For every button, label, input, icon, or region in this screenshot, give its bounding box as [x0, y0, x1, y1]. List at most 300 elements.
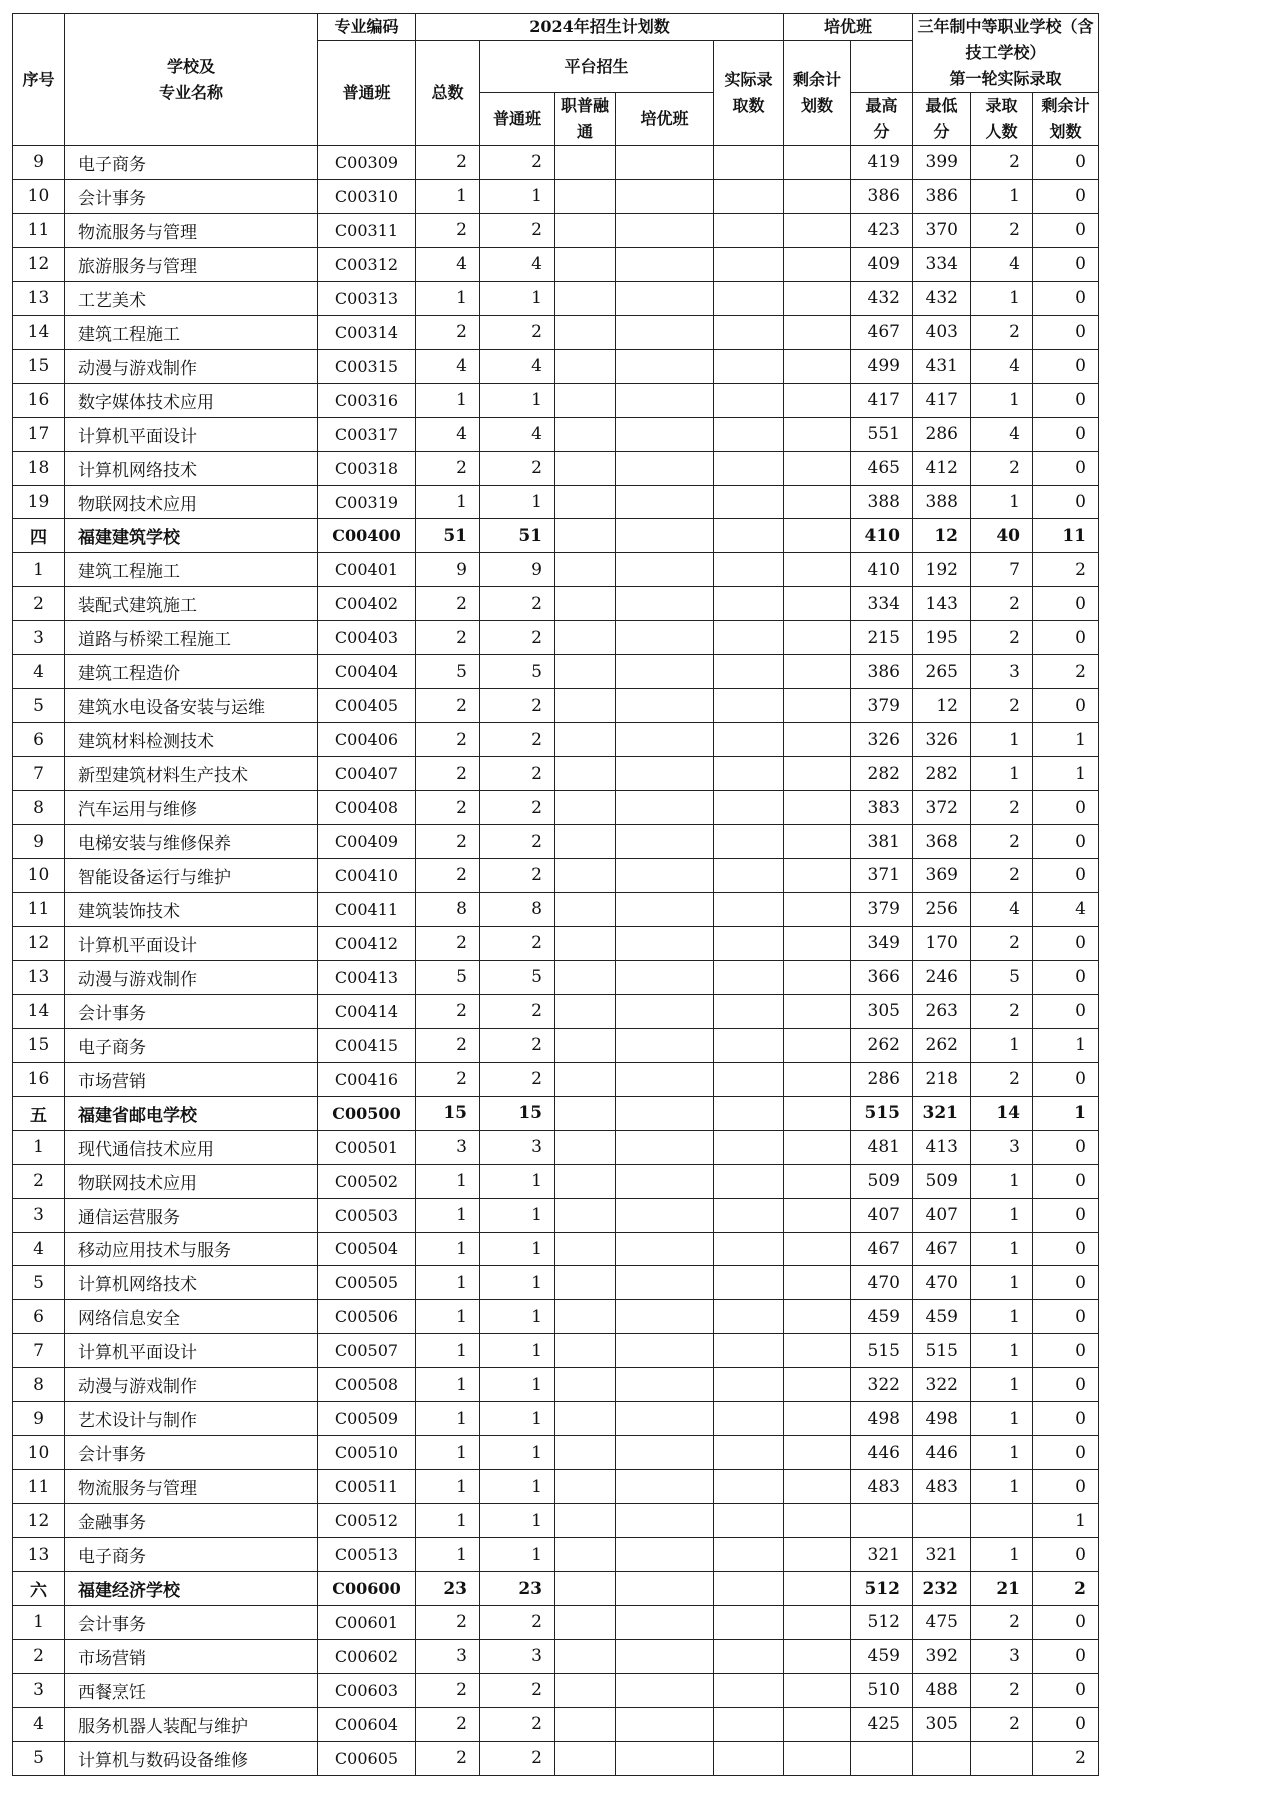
cell-seq: 1 — [13, 1605, 65, 1639]
cell-admitted: 2 — [971, 859, 1033, 893]
cell-admitted: 1 — [971, 1164, 1033, 1198]
cell-remaining: 0 — [1033, 791, 1099, 825]
cell-empty — [714, 1402, 784, 1436]
cell-code: C00507 — [318, 1334, 416, 1368]
cell-seq: 1 — [13, 553, 65, 587]
cell-min: 392 — [913, 1639, 971, 1673]
cell-empty — [555, 1300, 616, 1334]
cell-empty — [616, 1096, 714, 1130]
cell-seq: 19 — [13, 485, 65, 519]
cell-empty — [616, 892, 714, 926]
cell-max: 282 — [851, 757, 913, 791]
cell-regular: 9 — [480, 553, 555, 587]
cell-remaining: 0 — [1033, 485, 1099, 519]
cell-max: 371 — [851, 859, 913, 893]
cell-admitted — [971, 1741, 1033, 1775]
cell-name: 网络信息安全 — [65, 1300, 318, 1334]
cell-total: 1 — [416, 1402, 480, 1436]
cell-remaining: 0 — [1033, 417, 1099, 451]
cell-admitted: 1 — [971, 1028, 1033, 1062]
cell-min: 403 — [913, 315, 971, 349]
cell-min: 431 — [913, 349, 971, 383]
cell-admitted: 14 — [971, 1096, 1033, 1130]
cell-total: 1 — [416, 1198, 480, 1232]
cell-name: 电梯安装与维修保养 — [65, 825, 318, 859]
cell-empty — [555, 1130, 616, 1164]
cell-empty — [784, 1232, 851, 1266]
cell-min: 470 — [913, 1266, 971, 1300]
cell-empty — [555, 1436, 616, 1470]
cell-min: 368 — [913, 825, 971, 859]
cell-admitted: 2 — [971, 791, 1033, 825]
cell-empty — [616, 1062, 714, 1096]
cell-empty — [555, 621, 616, 655]
cell-remaining: 0 — [1033, 1402, 1099, 1436]
cell-regular: 1 — [480, 1504, 555, 1538]
cell-total: 2 — [416, 1707, 480, 1741]
cell-empty — [784, 1741, 851, 1775]
cell-code: C00412 — [318, 926, 416, 960]
cell-empty — [784, 315, 851, 349]
cell-code: C00501 — [318, 1130, 416, 1164]
cell-empty — [714, 315, 784, 349]
cell-seq: 7 — [13, 1334, 65, 1368]
cell-empty — [784, 1164, 851, 1198]
cell-empty — [616, 247, 714, 281]
cell-empty — [784, 451, 851, 485]
cell-name: 现代通信技术应用 — [65, 1130, 318, 1164]
cell-empty — [555, 417, 616, 451]
admission-table — [12, 13, 1099, 1776]
table-row — [13, 315, 1099, 349]
table-row — [13, 892, 1099, 926]
cell-empty — [555, 519, 616, 553]
cell-admitted: 5 — [971, 960, 1033, 994]
cell-max: 510 — [851, 1673, 913, 1707]
cell-code: C00409 — [318, 825, 416, 859]
cell-remaining: 0 — [1033, 825, 1099, 859]
cell-empty — [714, 1470, 784, 1504]
cell-empty — [784, 994, 851, 1028]
table-row — [13, 1538, 1099, 1572]
cell-empty — [784, 349, 851, 383]
cell-admitted: 4 — [971, 349, 1033, 383]
cell-name: 西餐烹饪 — [65, 1673, 318, 1707]
cell-code: C00511 — [318, 1470, 416, 1504]
cell-total: 51 — [416, 519, 480, 553]
table-row — [13, 281, 1099, 315]
cell-seq: 16 — [13, 1062, 65, 1096]
cell-regular: 1 — [480, 1198, 555, 1232]
cell-total: 2 — [416, 723, 480, 757]
cell-total: 23 — [416, 1572, 480, 1606]
cell-max: 512 — [851, 1572, 913, 1606]
cell-regular: 2 — [480, 213, 555, 247]
cell-code: C00402 — [318, 587, 416, 621]
header-elite-remaining: 剩余计 划数 — [784, 41, 851, 146]
table-row — [13, 383, 1099, 417]
cell-empty — [616, 1504, 714, 1538]
cell-min: 322 — [913, 1368, 971, 1402]
cell-regular: 2 — [480, 825, 555, 859]
cell-min: 369 — [913, 859, 971, 893]
cell-remaining: 1 — [1033, 1028, 1099, 1062]
cell-admitted: 1 — [971, 1334, 1033, 1368]
cell-seq: 四 — [13, 519, 65, 553]
table-row — [13, 1470, 1099, 1504]
cell-max: 498 — [851, 1402, 913, 1436]
cell-regular: 2 — [480, 621, 555, 655]
cell-empty — [616, 1232, 714, 1266]
cell-regular: 1 — [480, 1164, 555, 1198]
cell-min: 372 — [913, 791, 971, 825]
cell-total: 1 — [416, 1538, 480, 1572]
cell-empty — [616, 1334, 714, 1368]
cell-empty — [616, 451, 714, 485]
cell-admitted: 1 — [971, 383, 1033, 417]
table-row — [13, 553, 1099, 587]
cell-min: 459 — [913, 1300, 971, 1334]
cell-admitted: 7 — [971, 553, 1033, 587]
cell-total: 1 — [416, 485, 480, 519]
cell-regular: 1 — [480, 1266, 555, 1300]
cell-empty — [555, 1368, 616, 1402]
cell-empty — [784, 1368, 851, 1402]
cell-seq: 3 — [13, 1198, 65, 1232]
cell-empty — [555, 1334, 616, 1368]
cell-name: 福建建筑学校 — [65, 519, 318, 553]
cell-code: C00314 — [318, 315, 416, 349]
cell-name: 建筑工程施工 — [65, 315, 318, 349]
cell-max: 467 — [851, 1232, 913, 1266]
cell-empty — [714, 859, 784, 893]
cell-min: 321 — [913, 1538, 971, 1572]
cell-empty — [784, 146, 851, 180]
cell-name: 电子商务 — [65, 1028, 318, 1062]
cell-max: 409 — [851, 247, 913, 281]
cell-min: 417 — [913, 383, 971, 417]
cell-empty — [714, 383, 784, 417]
cell-empty — [784, 1096, 851, 1130]
cell-min: 467 — [913, 1232, 971, 1266]
table-row — [13, 485, 1099, 519]
cell-empty — [714, 587, 784, 621]
cell-empty — [714, 926, 784, 960]
cell-empty — [714, 1028, 784, 1062]
cell-code: C00319 — [318, 485, 416, 519]
cell-max: 388 — [851, 485, 913, 519]
cell-regular: 3 — [480, 1130, 555, 1164]
cell-empty — [555, 1028, 616, 1062]
admission-table-sheet — [12, 13, 1099, 1776]
cell-name: 装配式建筑施工 — [65, 587, 318, 621]
cell-min: 218 — [913, 1062, 971, 1096]
cell-name: 建筑工程造价 — [65, 655, 318, 689]
cell-seq: 9 — [13, 146, 65, 180]
cell-max: 467 — [851, 315, 913, 349]
cell-seq: 14 — [13, 994, 65, 1028]
table-row — [13, 859, 1099, 893]
cell-admitted: 1 — [971, 1470, 1033, 1504]
cell-code: C00605 — [318, 1741, 416, 1775]
cell-name: 移动应用技术与服务 — [65, 1232, 318, 1266]
cell-empty — [784, 621, 851, 655]
header-code-group: 专业编码 — [318, 14, 416, 41]
cell-empty — [784, 1707, 851, 1741]
cell-min: 407 — [913, 1198, 971, 1232]
cell-min — [913, 1741, 971, 1775]
cell-remaining: 0 — [1033, 1436, 1099, 1470]
cell-seq: 2 — [13, 1639, 65, 1673]
cell-admitted: 2 — [971, 1062, 1033, 1096]
cell-remaining: 0 — [1033, 1334, 1099, 1368]
cell-empty — [555, 1572, 616, 1606]
cell-empty — [616, 757, 714, 791]
cell-regular: 2 — [480, 791, 555, 825]
cell-code: C00601 — [318, 1605, 416, 1639]
cell-empty — [784, 281, 851, 315]
cell-regular: 2 — [480, 451, 555, 485]
cell-admitted: 40 — [971, 519, 1033, 553]
cell-admitted: 2 — [971, 451, 1033, 485]
cell-empty — [784, 723, 851, 757]
cell-remaining: 0 — [1033, 451, 1099, 485]
cell-code: C00410 — [318, 859, 416, 893]
cell-min: 413 — [913, 1130, 971, 1164]
cell-total: 3 — [416, 1130, 480, 1164]
cell-admitted: 4 — [971, 247, 1033, 281]
cell-empty — [784, 1436, 851, 1470]
cell-empty — [555, 859, 616, 893]
cell-empty — [784, 1266, 851, 1300]
cell-empty — [784, 519, 851, 553]
cell-seq: 六 — [13, 1572, 65, 1606]
cell-name: 动漫与游戏制作 — [65, 1368, 318, 1402]
table-row — [13, 1232, 1099, 1266]
cell-name: 市场营销 — [65, 1062, 318, 1096]
cell-name: 建筑材料检测技术 — [65, 723, 318, 757]
cell-max: 215 — [851, 621, 913, 655]
cell-empty — [714, 179, 784, 213]
cell-name: 新型建筑材料生产技术 — [65, 757, 318, 791]
cell-max: 407 — [851, 1198, 913, 1232]
cell-regular: 1 — [480, 1334, 555, 1368]
cell-remaining: 4 — [1033, 892, 1099, 926]
cell-total: 2 — [416, 1605, 480, 1639]
cell-admitted: 2 — [971, 926, 1033, 960]
cell-name: 艺术设计与制作 — [65, 1402, 318, 1436]
cell-total: 1 — [416, 179, 480, 213]
cell-total: 2 — [416, 689, 480, 723]
cell-remaining: 0 — [1033, 1198, 1099, 1232]
cell-empty — [555, 1605, 616, 1639]
cell-seq: 11 — [13, 892, 65, 926]
cell-empty — [784, 825, 851, 859]
cell-seq: 18 — [13, 451, 65, 485]
cell-empty — [714, 723, 784, 757]
cell-remaining: 0 — [1033, 1470, 1099, 1504]
cell-max: 481 — [851, 1130, 913, 1164]
cell-empty — [616, 1707, 714, 1741]
cell-code: C00404 — [318, 655, 416, 689]
table-row — [13, 417, 1099, 451]
cell-min: 370 — [913, 213, 971, 247]
cell-min: 286 — [913, 417, 971, 451]
cell-min: 256 — [913, 892, 971, 926]
cell-empty — [616, 791, 714, 825]
cell-code: C00602 — [318, 1639, 416, 1673]
cell-code: C00309 — [318, 146, 416, 180]
table-row — [13, 689, 1099, 723]
cell-regular: 1 — [480, 1538, 555, 1572]
cell-regular: 2 — [480, 1028, 555, 1062]
cell-remaining: 0 — [1033, 1266, 1099, 1300]
cell-total: 2 — [416, 791, 480, 825]
cell-regular: 8 — [480, 892, 555, 926]
cell-empty — [616, 723, 714, 757]
cell-seq: 17 — [13, 417, 65, 451]
cell-name: 智能设备运行与维护 — [65, 859, 318, 893]
cell-empty — [616, 825, 714, 859]
cell-code: C00400 — [318, 519, 416, 553]
cell-name: 计算机平面设计 — [65, 417, 318, 451]
cell-remaining: 0 — [1033, 281, 1099, 315]
cell-max: 262 — [851, 1028, 913, 1062]
cell-empty — [555, 689, 616, 723]
table-row — [13, 1402, 1099, 1436]
cell-max: 410 — [851, 519, 913, 553]
cell-admitted: 2 — [971, 825, 1033, 859]
cell-code: C00317 — [318, 417, 416, 451]
cell-empty — [714, 247, 784, 281]
cell-admitted: 2 — [971, 1673, 1033, 1707]
cell-empty — [714, 451, 784, 485]
cell-empty — [784, 689, 851, 723]
cell-empty — [784, 213, 851, 247]
cell-empty — [616, 1605, 714, 1639]
cell-min — [913, 1504, 971, 1538]
cell-seq: 3 — [13, 1673, 65, 1707]
cell-empty — [784, 655, 851, 689]
cell-name: 福建省邮电学校 — [65, 1096, 318, 1130]
cell-empty — [616, 383, 714, 417]
cell-empty — [784, 1300, 851, 1334]
cell-name: 建筑装饰技术 — [65, 892, 318, 926]
cell-empty — [714, 1368, 784, 1402]
cell-admitted: 21 — [971, 1572, 1033, 1606]
cell-code: C00505 — [318, 1266, 416, 1300]
table-row — [13, 960, 1099, 994]
cell-empty — [714, 960, 784, 994]
table-row — [13, 1300, 1099, 1334]
cell-code: C00415 — [318, 1028, 416, 1062]
header-code-regular: 普通班 — [318, 41, 416, 146]
cell-name: 会计事务 — [65, 179, 318, 213]
cell-min: 192 — [913, 553, 971, 587]
cell-max: 366 — [851, 960, 913, 994]
cell-max: 386 — [851, 655, 913, 689]
cell-empty — [714, 519, 784, 553]
cell-seq: 13 — [13, 1538, 65, 1572]
school-row — [13, 519, 1099, 553]
cell-code: C00403 — [318, 621, 416, 655]
cell-empty — [555, 553, 616, 587]
cell-name: 计算机平面设计 — [65, 926, 318, 960]
cell-empty — [555, 179, 616, 213]
cell-code: C00508 — [318, 1368, 416, 1402]
cell-regular: 2 — [480, 994, 555, 1028]
cell-empty — [616, 587, 714, 621]
cell-empty — [616, 1572, 714, 1606]
cell-min: 412 — [913, 451, 971, 485]
cell-code: C00506 — [318, 1300, 416, 1334]
cell-admitted: 2 — [971, 587, 1033, 621]
cell-max: 321 — [851, 1538, 913, 1572]
cell-remaining: 0 — [1033, 1368, 1099, 1402]
cell-empty — [784, 1538, 851, 1572]
cell-regular: 2 — [480, 1673, 555, 1707]
cell-min: 170 — [913, 926, 971, 960]
cell-total: 1 — [416, 1266, 480, 1300]
cell-admitted: 2 — [971, 1707, 1033, 1741]
cell-seq: 13 — [13, 960, 65, 994]
cell-remaining: 0 — [1033, 621, 1099, 655]
cell-min: 12 — [913, 689, 971, 723]
cell-total: 1 — [416, 1300, 480, 1334]
cell-empty — [784, 1639, 851, 1673]
cell-seq: 11 — [13, 1470, 65, 1504]
cell-total: 1 — [416, 1232, 480, 1266]
cell-max: 512 — [851, 1605, 913, 1639]
cell-empty — [714, 146, 784, 180]
cell-empty — [714, 791, 784, 825]
cell-empty — [616, 213, 714, 247]
cell-seq: 13 — [13, 281, 65, 315]
cell-regular: 1 — [480, 485, 555, 519]
cell-admitted: 2 — [971, 621, 1033, 655]
cell-remaining: 0 — [1033, 383, 1099, 417]
cell-total: 3 — [416, 1639, 480, 1673]
cell-empty — [555, 1164, 616, 1198]
cell-code: C00512 — [318, 1504, 416, 1538]
cell-total: 2 — [416, 1028, 480, 1062]
table-row — [13, 1707, 1099, 1741]
cell-empty — [714, 417, 784, 451]
cell-empty — [555, 1673, 616, 1707]
cell-empty — [616, 1741, 714, 1775]
cell-max: 383 — [851, 791, 913, 825]
cell-empty — [555, 1470, 616, 1504]
cell-empty — [784, 383, 851, 417]
cell-code: C00311 — [318, 213, 416, 247]
cell-empty — [616, 1673, 714, 1707]
cell-empty — [714, 1300, 784, 1334]
cell-code: C00406 — [318, 723, 416, 757]
cell-max: 286 — [851, 1062, 913, 1096]
cell-empty — [784, 892, 851, 926]
cell-code: C00310 — [318, 179, 416, 213]
cell-min: 509 — [913, 1164, 971, 1198]
cell-remaining: 0 — [1033, 926, 1099, 960]
cell-max: 349 — [851, 926, 913, 960]
cell-empty — [616, 519, 714, 553]
cell-name: 建筑工程施工 — [65, 553, 318, 587]
cell-empty — [555, 1741, 616, 1775]
cell-remaining: 0 — [1033, 1164, 1099, 1198]
cell-min: 446 — [913, 1436, 971, 1470]
cell-code: C00313 — [318, 281, 416, 315]
table-row — [13, 587, 1099, 621]
